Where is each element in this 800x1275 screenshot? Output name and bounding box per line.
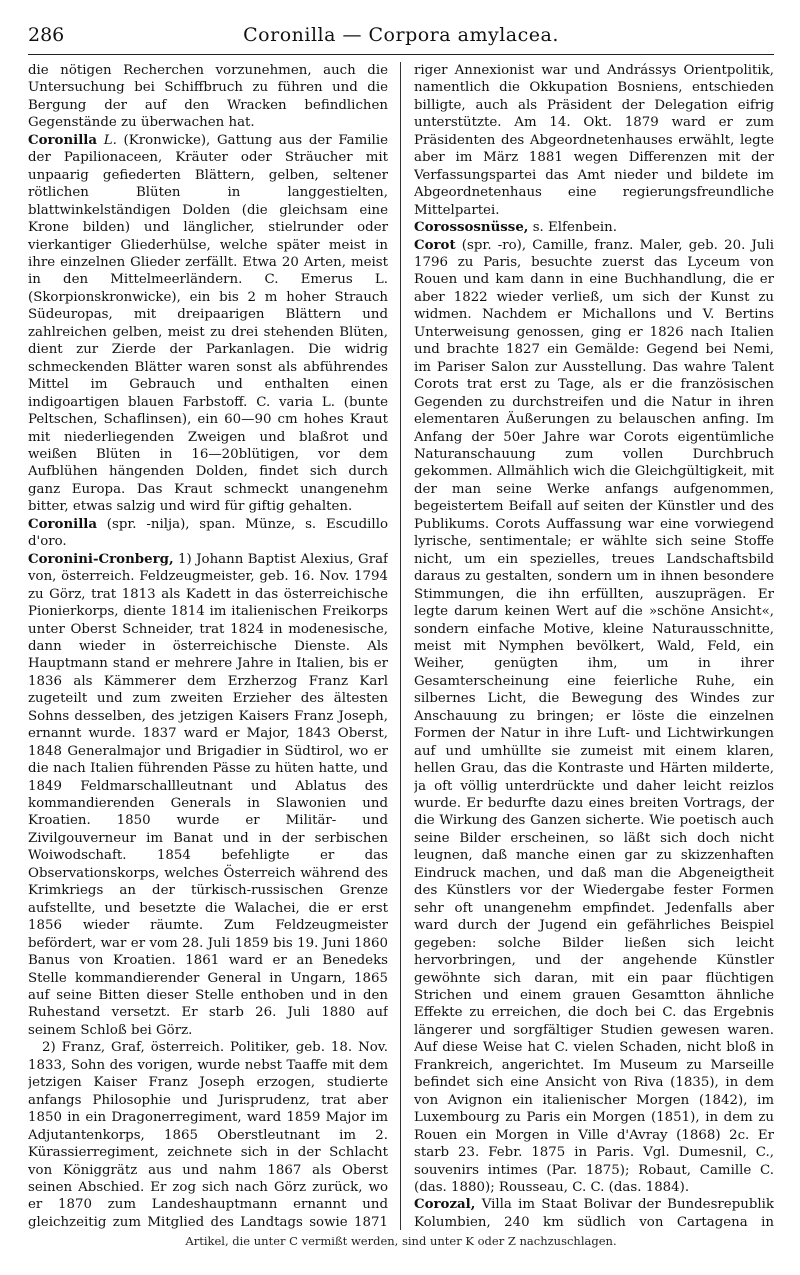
header-rule (28, 54, 774, 55)
headword: Corot (414, 236, 456, 253)
left-column (28, 62, 388, 1230)
running-title: Coronilla — Corpora amylacea. (243, 24, 559, 46)
entry-continuation: riger Annexionist war und Andrássys Orientpolitik, namentlich die Okkupation Bosniens, entschieden billigte, auch als Präsident der Delegation eifrig unterstützte. Am 14. Okt. 1879 ward er zum Präsidenten des Abgeordnetenhauses erwählt, legte aber im März 1881 wegen Differenzen mit der Verfassungspartei das Amt nieder und bildete im Abgeordnetenhaus eine regierungsfreundliche Mittelpartei. (414, 63, 774, 218)
headword: Coronilla (28, 515, 98, 532)
page-number: 286 (28, 24, 65, 46)
page-header (28, 22, 774, 52)
headword: Coronilla (28, 131, 98, 148)
entry-coronini-cronberg: Coronini-Cronberg, 1) Johann Baptist Alexius, Graf von, österreich. Feldzeugmeister, geb. 16. Nov. 1794 zu Görz, trat 1813 als Kadett in das österreichische Pionierkorps, diente 1814 im italienischen Freikorps unter Oberst Schneider, trat 1824 in modenesische, dann wieder in österreichische Dienste. Als Hauptmann stand er mehrere Jahre in Italien, bis er 1836 als Kämmerer dem Erzherzog Franz Karl zugeteilt und zum zweiten Erzieher des ältesten Sohns desselben, des jetzigen Kaisers Franz Joseph, ernannt wurde. 1837 ward er Major, 1843 Oberst, 1848 Generalmajor und Brigadier in Südtirol, wo er die nach Italien führenden Pässe zu hüten hatte, und 1849 Feldmarschallleutnant und Ablatus des kommandierenden Generals in Slawonien und Kroatien. 1850 wurde er Militär- und Zivilgouverneur im Banat und in der serbischen Woiwodschaft. 1854 befehligte er das Observationskorps, welches Österreich während des Krimkriegs an der türkisch-russischen Grenze aufstellte, und besetzte die Walachei, die er erst 1856 wieder räumte. Zum Feldzeugmeister befördert, war er vom 28. Juli 1859 bis 19. Juni 1860 Banus von Kroatien. 1861 ward er an Benedeks Stelle kommandierender General in Ungarn, 1865 auf seine Bitten dieser Stelle enthoben und in den Ruhestand versetzt. Er starb 26. Juli 1880 auf seinem Schloß bei Görz. (28, 550, 388, 1038)
text-columns (28, 62, 774, 1230)
entry-coronilla-coin: Coronilla (spr. -nilja), span. Münze, s. Escudillo d'oro. (28, 515, 388, 550)
right-column (414, 62, 774, 1230)
entry-corot: Corot (spr. -ro), Camille, franz. Maler, geb. 20. Juli 1796 zu Paris, besuchte zuerst das Lyceum von Rouen und kam dann in eine Buchhandlung, die er aber 1822 wieder verließ, um sich der Kunst zu widmen. Nachdem er Michallons und V. Bertins Unterweisung genossen, ging er 1826 nach Italien und brachte 1827 ein Gemälde: Gegend bei Nemi, im Pariser Salon zur Ausstellung. Das wahre Talent Corots trat erst zu Tage, als er die französischen Gegenden zu durchstreifen und die Natur in ihren elementaren Äußerungen zu belauschen anfing. Im Anfang der 50er Jahre war Corots eigentümliche Naturanschauung zum vollen Durchbruch gekommen. Allmählich wich die Gleichgültigkeit, mit der man seine Werke anfangs aufgenommen, begeistertem Beifall auf seiten der Künstler und des Publikums. Corots Auffassung war eine vorwiegend lyrische, sentimentale; er wählte sich seine Stoffe nicht, um ein spezielles, treues Landschaftsbild daraus zu gestalten, sondern um in ihnen besondere Stimmungen, die ihn erfüllten, auszuprägen. Er legte darum keinen Wert auf die »schöne Ansicht«, sondern einfache Motive, kleine Naturausschnitte, meist mit Nymphen bevölkert, Wald, Feld, ein Weiher, genügten ihm, um in ihrer Gesamterscheinung eine feierliche Ruhe, ein silbernes Licht, die Bewegung des Windes zur Anschauung zu bringen; er löste die einzelnen Formen der Natur in ihre Luft- und Lichtwirkungen auf und umhüllte sie zumeist mit einem klaren, hellen Grau, das die Kontraste und Härten milderte, ja oft völlig unterdrückte und daher leicht reizlos wurde. Er bedurfte dazu eines breiten Vortrags, der die Wirkung des Ganzen sicherte. Wie poetisch auch seine Bilder erscheinen, so läßt sich doch nicht leugnen, daß manche einen gar zu skizzenhaften Eindruck machen, und daß man die Abgeneigtheit des Künstlers vor der Wiedergabe fester Formen sehr oft unangenehm empfindet. Jedenfalls aber ward durch der Jugend ein gefährliches Beispiel gegeben: solche Bilder ließen sich leicht hervorbringen, und der angehende Künstler gewöhnte sich daran, mit ein paar flüchtigen Strichen und einem grauen Gesamtton ähnliche Effekte zu erreichen, die doch bei C. das Ergebnis längerer und sorgfältiger Studien gewesen waren. Auf diese Weise hat C. vielen Schaden, nicht bloß in Frankreich, angerichtet. Im Museum zu Marseille befindet sich eine Ansicht von Riva (1835), in dem von Avignon ein italienischer Morgen (1842), im Luxembourg zu Paris ein Morgen (1851), in dem zu Rouen ein Morgen in Ville d'Avray (1868) 2c. Er starb 23. Febr. 1875 in Paris. Vgl. Dumesnil, C., souvenirs intimes (Par. 1875); Robaut, Camille C. (das. 1880); Rousseau, C. C. (das. 1884). (414, 236, 774, 1195)
footer-note: Artikel, die unter C vermißt werden, sind unter K oder Z nachzuschlagen. (185, 1234, 617, 1248)
dictionary-page (28, 22, 774, 1262)
entry-corozal: Corozal, Villa im Staat Bolivar der Bundesrepublik Kolumbien, 240 km südlich von Cartagena in (414, 1196, 774, 1230)
headword: Corossosnüsse, (414, 219, 529, 236)
entry-coronilla: Coronilla L. (Kronwicke), Gattung aus der Familie der Papilionaceen, Kräuter oder Sträucher mit unpaarig gefiederten Blättern, gelben, seltener rötlichen Blüten in langgestielten, blattwinkelständigen Dolden (die gleichsam eine Krone bilden) und länglicher, stielrunder oder vierkantiger Gliederhülse, welche später meist in ihre einzelnen Glieder zerfällt. Etwa 20 Arten, meist in den Mittelmeerländern. C. Emerus L. (Skorpionskronwicke), ein bis 2 m hoher Strauch Südeuropas, mit dreipaarigen Blättern und zahlreichen gelben, meist zu drei stehenden Blüten, dient zur Zierde der Parkanlagen. Die widrig schmeckenden Blätter waren sonst als abführendes Mittel im Gebrauch und enthalten einen indigoartigen blauen Farbstoff. C. varia L. (bunte Peltschen, Schaflinsen), ein 60—90 cm hohes Kraut mit niederliegenden Zweigen und blaßrot und weißen Blüten in 16—20blütigen, vor dem Aufblühen hängenden Dolden, findet sich durch ganz Europa. Das Kraut schmeckt unangenehm bitter, etwas salzig und wird für giftig gehalten. (28, 131, 388, 515)
entry-continuation: die nötigen Recherchen vorzunehmen, auch die Untersuchung bei Schiffbruch zu führen und die Bergung der auf den Wracken befindlichen Gegenstände zu überwachen hat. (28, 63, 388, 131)
column-divider (400, 62, 401, 1230)
headword: Coronini-Cronberg, (28, 550, 174, 567)
entry-coronini-franz: 2) Franz, Graf, österreich. Politiker, geb. 18. Nov. 1833, Sohn des vorigen, wurde nebst Taaffe mit dem jetzigen Kaiser Franz Joseph erzogen, studierte anfangs Philosophie und Jurisprudenz, trat aber 1850 in ein Dragonerregiment, ward 1859 Major im Adjutantenkorps, 1865 Oberstleutnant im 2. Kürassierregiment, zeichnete sich in der Schlacht von Königgrätz aus und nahm 1867 als Oberst seinen Abschied. Er zog sich nach Görz zurück, wo er 1870 zum Landeshauptmann ernannt und gleichzeitig zum Mitglied des Landtags sowie 1871 (28, 1040, 388, 1230)
headword: Corozal, (414, 1196, 476, 1213)
entry-corossosnuesse: Corossosnüsse, s. Elfenbein. (414, 219, 618, 236)
